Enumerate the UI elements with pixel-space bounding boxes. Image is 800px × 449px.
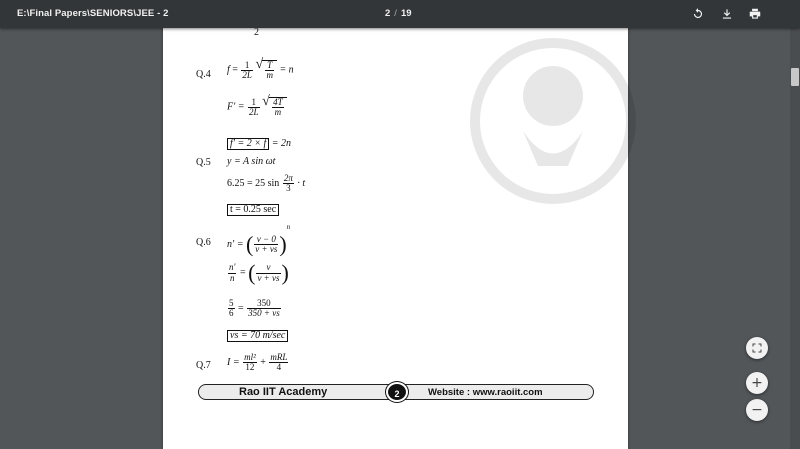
page-footer xyxy=(198,384,594,400)
rotate-icon[interactable] xyxy=(691,7,705,21)
q6-eq1: n′ = ( $\frac{v - 0}{v + vs}$ )$^n$ xyxy=(227,223,291,257)
scrollbar-thumb[interactable] xyxy=(791,68,799,86)
zoom-out-button[interactable]: − xyxy=(746,399,768,421)
q5-eq2: 6.25 = 25 sin $\frac{2\pi}{3}$ · t xyxy=(227,173,306,194)
footer-website: Website : www.raoiit.com xyxy=(428,387,543,398)
pdf-page xyxy=(163,28,628,448)
next-pdf-page xyxy=(163,427,628,449)
page-separator: / xyxy=(394,8,397,19)
q4-eq2: F′ = $\frac{1}{2L}$ √ $\frac{4T}{m}$ xyxy=(227,97,287,118)
print-icon[interactable] xyxy=(748,7,762,21)
q5-answer: t = 0.25 sec xyxy=(227,204,279,216)
q4-result: f′ = 2 × f = 2n xyxy=(227,138,291,150)
page-indicator xyxy=(385,8,412,19)
q6-label: Q.6 xyxy=(196,237,211,248)
pdf-toolbar xyxy=(0,0,800,28)
q4-label: Q.4 xyxy=(196,69,211,80)
q7-eq: I = $\frac{\text{ml²}}{12}$ + $\frac{\text{mRL}}{4}$ xyxy=(227,352,288,373)
document-title: E:\Final Papers\SENIORS\JEE - 2 xyxy=(17,8,169,19)
academy-watermark-icon xyxy=(453,36,653,206)
page-fragment-number: 2 xyxy=(254,28,259,38)
q5-label: Q.5 xyxy=(196,157,211,168)
download-icon[interactable] xyxy=(720,7,734,21)
q7-label: Q.7 xyxy=(196,360,211,371)
footer-page-number: 2 xyxy=(386,382,408,402)
q4-eq1: f = $\frac{1}{2L}$ √ $\frac{T}{m}$ = n xyxy=(227,60,294,81)
footer-academy-name: Rao IIT Academy xyxy=(239,386,328,398)
fit-to-page-icon[interactable] xyxy=(746,337,768,359)
q6-eq3: $\frac{5}{6}$ = $\frac{350}{350 + vs}$ xyxy=(229,298,280,319)
current-page-input[interactable]: 2 xyxy=(385,8,391,19)
zoom-in-button[interactable]: + xyxy=(746,372,768,394)
document-viewport[interactable] xyxy=(0,28,800,449)
total-pages: 19 xyxy=(400,8,412,19)
q6-eq2: $\frac{n'}{n}$ = ( $\frac{v}{v + vs}$ ) xyxy=(229,260,289,285)
q5-eq1: y = A sin ωt xyxy=(227,156,276,167)
q6-answer: vs = 70 m/sec xyxy=(227,330,288,342)
vertical-scrollbar[interactable] xyxy=(790,28,800,449)
